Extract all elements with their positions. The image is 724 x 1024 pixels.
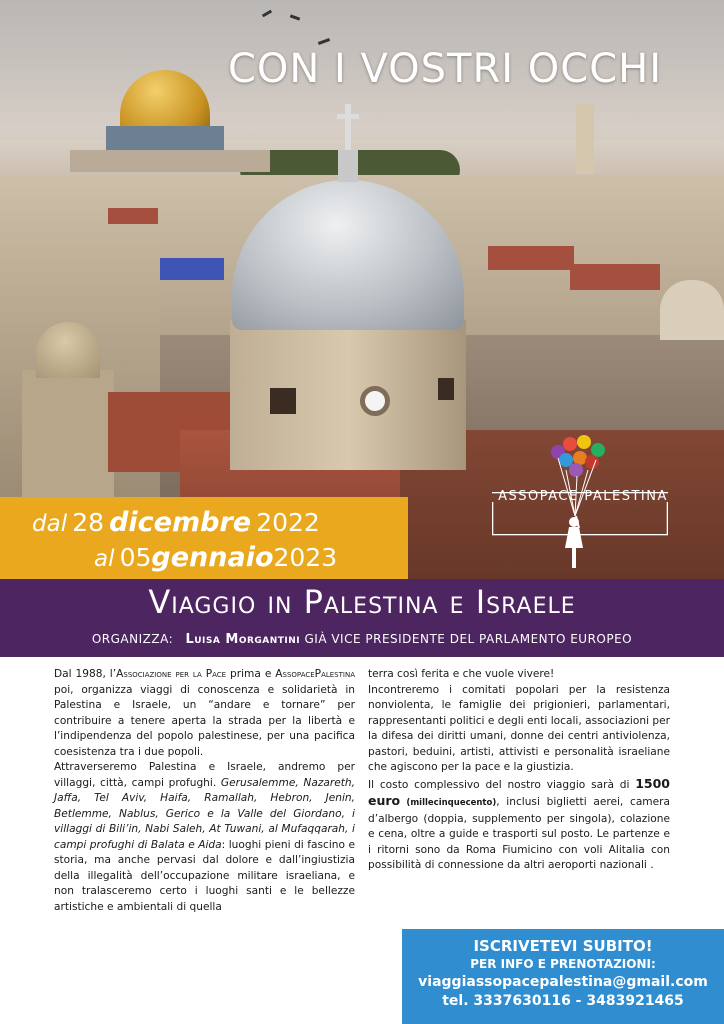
balloon-icon <box>585 455 599 469</box>
date-from-prefix: dal <box>32 511 68 537</box>
red-roof-2 <box>570 264 660 290</box>
minaret <box>576 104 594 174</box>
cross-window-right <box>438 378 454 400</box>
bell-tower-dome <box>36 322 100 378</box>
church-drum <box>230 320 466 470</box>
bird-1 <box>262 10 272 18</box>
bird-2 <box>290 14 300 20</box>
cta-phone[interactable]: tel. 3337630116 - 3483921465 <box>442 993 684 1009</box>
paragraph-itinerary-cont: terra così ferita e che vuole vivere! <box>368 668 555 680</box>
girl-silhouette-icon <box>565 516 583 568</box>
balloon-icon <box>563 437 577 451</box>
date-to-year: 2023 <box>273 543 338 572</box>
paragraph-cost: Il costo complessivo del nostro viaggio sarà di 1500 euro (millecinquecento), inclusi biglietti aerei, camera d’albergo (doppia, supplemento per singola), colazione e cena, oltre a guide e trasporti sul posto. Le partenze e i ritorni sono da Roma Fiumicino con voli Alitalia con possibilità di connessione da altri aeroporti nazionali . <box>368 775 670 871</box>
assopace-logo <box>480 430 680 580</box>
date-from-month: dicembre <box>109 507 252 538</box>
round-window <box>360 386 390 416</box>
purple-banner <box>0 579 724 657</box>
date-to-prefix: al <box>94 546 115 572</box>
dome-lantern <box>338 150 358 182</box>
cross-window-left <box>270 388 296 414</box>
red-roof-3 <box>108 208 158 224</box>
price: 1500 euro <box>368 775 670 808</box>
organizer-role: GIÀ VICE PRESIDENTE DEL PARLAMENTO EUROPEO <box>304 632 633 646</box>
balloon-icon <box>577 435 591 449</box>
balloon-icon <box>559 453 573 467</box>
temple-mount-wall <box>70 150 270 172</box>
logo-text: ASSOPACE PALESTINA <box>498 489 668 504</box>
date-from-day: 28 <box>72 508 104 537</box>
date-to-month: gennaio <box>151 542 274 573</box>
main-heading: Viaggio in Palestina e Israele <box>148 583 576 621</box>
cta-email-link[interactable]: viaggiassopacepalestina@gmail.com <box>418 974 708 990</box>
cta-title: ISCRIVETEVI SUBITO! <box>473 937 653 955</box>
red-roof-1 <box>488 246 574 270</box>
bell-tower <box>22 370 114 500</box>
bird-3 <box>318 38 330 45</box>
body-column-left <box>54 667 355 915</box>
organizer-label: ORGANIZZA: <box>91 632 174 646</box>
balloon-icon <box>591 443 605 457</box>
balloons-icon <box>551 435 605 477</box>
paragraph-itinerary: Attraverseremo Palestina e Israele, andremo per villaggi, città, campi profughi. Gerusalemme, Nazareth, Jaffa, Tel Aviv, Haifa, Ramallah, Hebron, Jenin, Betlemme, Nablus, Gerico e la Valle del Giordano, i villaggi di Bili’in, Nabi Saleh, At Tuwani, al Mufaqqarah, i campi profughi di Balata e Aida: luoghi pieni di fascino e storia, ma anche pervasi dal dolore e dall’ingiustizia della illegalità dell’occupazione militare israeliana, e non tralasceremo certo i luoghi santi e le bellezze artistiche e ambientali di quella <box>54 761 355 913</box>
cross-bar <box>337 114 359 119</box>
small-dome-right <box>660 280 724 340</box>
date-to <box>32 542 408 577</box>
date-from <box>32 507 408 542</box>
date-from-year: 2022 <box>256 508 320 537</box>
body-column-right <box>368 667 670 874</box>
date-to-day: 05 <box>119 543 152 572</box>
price-note: (millecinquecento) <box>400 798 497 808</box>
date-band <box>0 497 408 579</box>
cta-info: PER INFO E PRENOTAZIONI: <box>470 957 656 971</box>
cta-box <box>402 929 724 1024</box>
balloon-icon <box>573 451 587 465</box>
paragraph-meetings: Incontreremo i comitati popolari per la resistenza nonviolenta, le famiglie dei prigionieri, parlamentari, rappresentanti politici e degli enti locali, associazioni per la difesa dei diritti umani, donne dei centri antiviolenza, pastori, beduini, artisti, attivisti e personalità israeliane che agiscono per la pace e la giustizia. <box>368 683 670 773</box>
organizer-line <box>0 632 724 647</box>
poster-title: CON I VOSTRI OCCHI <box>227 46 662 92</box>
cross-post <box>345 104 351 150</box>
organizer-name: Luisa Morgantini <box>185 632 301 647</box>
balloon-icon <box>569 463 583 477</box>
paragraph-intro: Dal 1988, l’Associazione per la Pace prima e AssopacePalestina poi, organizza viaggi di conoscenza e solidarietà in Palestina e Israele, un “andare e tornare” per contribuire a tenere aperta la strada per la libertà e l’indipendenza del popolo palestinese, per una pacifica coesistenza tra i due popoli. <box>54 668 355 758</box>
